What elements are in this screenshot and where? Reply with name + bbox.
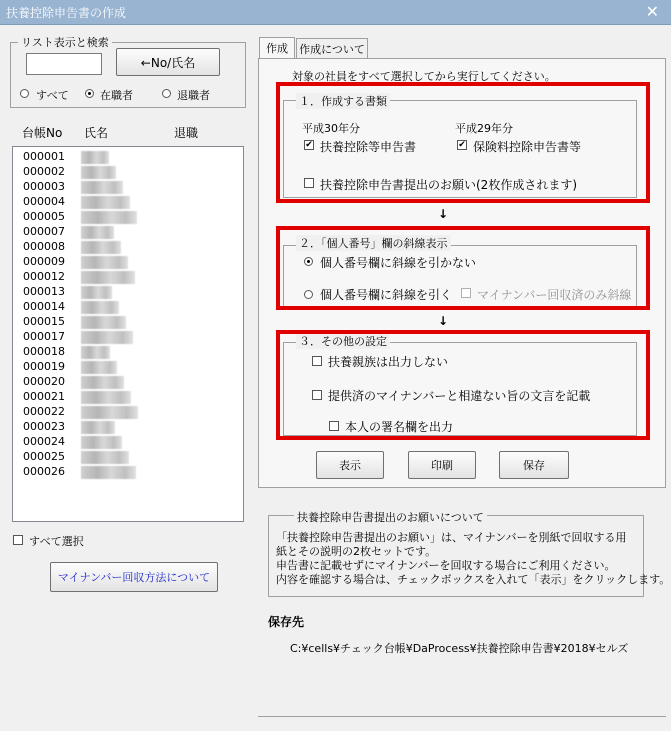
select-all-checkbox[interactable] [13,535,23,545]
ledger-no: 000022 [23,405,65,418]
section3-label: ３．その他の設定 [296,333,390,349]
window-title: 扶養控除申告書の作成 [6,6,127,20]
redacted-name [81,301,119,314]
redacted-name [81,346,110,359]
print-button[interactable]: 印刷 [408,451,476,479]
redacted-name [81,226,114,239]
redacted-name [81,166,116,179]
hoken-label: 保険料控除申告書等 [473,140,582,154]
fuyou-checkbox[interactable]: ✔ [305,140,313,150]
redacted-name [81,361,117,374]
section1-label: １．作成する書類 [296,93,390,109]
redacted-name [81,151,109,164]
onegai-label: 扶養控除申告書提出のお願い(2枚作成されます) [320,178,577,192]
section3-highlight [276,330,650,440]
save-destination-label: 保存先 [268,615,305,629]
radio-active-label: 在職者 [100,89,133,102]
info-line3: 申告書に記載せずにマイナンバーを回収する場合にご利用ください。 [276,559,616,572]
redacted-name [81,451,129,464]
redacted-name [81,406,138,419]
fuyou-label: 扶養控除等申告書 [320,140,417,154]
ledger-no: 000023 [23,420,65,433]
signature-label: 本人の署名欄を出力 [345,420,454,434]
ledger-no: 000014 [23,300,65,313]
down-arrow-icon: ↓ [438,314,449,328]
section1-highlight [276,82,650,203]
redacted-name [81,256,128,269]
provided-label: 提供済のマイナンバーと相違ない旨の文言を記載 [328,389,591,403]
header-name: 氏名 [84,126,109,140]
ledger-no: 000025 [23,450,65,463]
family-label: 扶養親族は出力しない [328,355,449,369]
info-line4: 内容を確認する場合は、チェックボックスを入れて「表示」をクリックします。 [276,573,671,586]
hoken-checkbox[interactable]: ✔ [458,140,466,150]
radio-no-slash-label: 個人番号欄に斜線を引かない [320,256,477,270]
ledger-no: 000013 [23,285,65,298]
redacted-name [81,271,135,284]
ledger-no: 000026 [23,465,65,478]
close-icon[interactable]: ✕ [645,2,659,21]
ledger-no: 000017 [23,330,65,343]
redacted-name [81,286,112,299]
ledger-no: 000015 [23,315,65,328]
radio-all[interactable] [20,89,29,98]
radio-retired-label: 退職者 [177,89,210,102]
ledger-no: 000004 [23,195,65,208]
search-group-label: リスト表示と検索 [18,34,112,50]
ledger-no: 000018 [23,345,65,358]
ledger-no: 000002 [23,165,65,178]
redacted-name [81,241,121,254]
redacted-name [81,466,136,479]
radio-slash-label: 個人番号欄に斜線を引く [320,288,453,302]
redacted-name [81,376,124,389]
ledger-no: 000005 [23,210,65,223]
redacted-name [81,436,122,449]
ledger-no: 000012 [23,270,65,283]
redacted-name [81,391,131,404]
collected-only-label: マイナンバー回収済のみ斜線 [477,288,632,302]
tab-create[interactable]: 作成 [259,37,295,58]
employee-list[interactable] [12,146,244,522]
h29-label: 平成29年分 [455,122,513,135]
redacted-name [81,331,133,344]
search-input[interactable] [26,53,102,75]
radio-retired[interactable] [162,89,171,98]
title-bar [0,0,671,25]
redacted-name [81,316,126,329]
ledger-no: 000020 [23,375,65,388]
ledger-no: 000007 [23,225,65,238]
mynumber-collection-button[interactable]: マイナンバー回収方法について [50,562,218,592]
ledger-no: 000003 [23,180,65,193]
header-ledger-no: 台帳No [22,126,63,140]
radio-all-label: すべて [36,89,69,102]
ledger-no: 000009 [23,255,65,268]
redacted-name [81,211,137,224]
save-button[interactable]: 保存 [499,451,569,479]
h30-label: 平成30年分 [302,122,360,135]
search-by-no-name-button[interactable]: ←No/氏名 [116,48,220,76]
redacted-name [81,181,123,194]
redacted-name [81,196,130,209]
tab-about[interactable]: 作成について [296,38,368,58]
info-label: 扶養控除申告書提出のお願いについて [294,509,487,525]
ledger-no: 000019 [23,360,65,373]
down-arrow-icon: ↓ [438,207,449,221]
ledger-no: 000008 [23,240,65,253]
show-button[interactable]: 表示 [316,451,384,479]
instruction-text: 対象の社員をすべて選択してから実行してください。 [292,70,556,83]
header-retired: 退職 [174,126,199,140]
save-destination-path: C:¥cells¥チェック台帳¥DaProcess¥扶養控除申告書¥2018¥セルズ [290,642,629,655]
redacted-name [81,421,115,434]
ledger-no: 000001 [23,150,65,163]
section2-highlight [276,226,650,310]
section2-label: ２．「個人番号」欄の斜線表示 [296,235,451,251]
panel-bottom-divider [258,716,666,717]
info-line2: 紙とその説明の2枚セットです。 [276,545,437,558]
info-line1: 「扶養控除申告書提出のお願い」は、マイナンバーを別紙で回収する用 [276,531,627,544]
ledger-no: 000021 [23,390,65,403]
select-all-label: すべて選択 [29,535,84,548]
radio-active-employees[interactable] [85,89,94,98]
ledger-no: 000024 [23,435,65,448]
